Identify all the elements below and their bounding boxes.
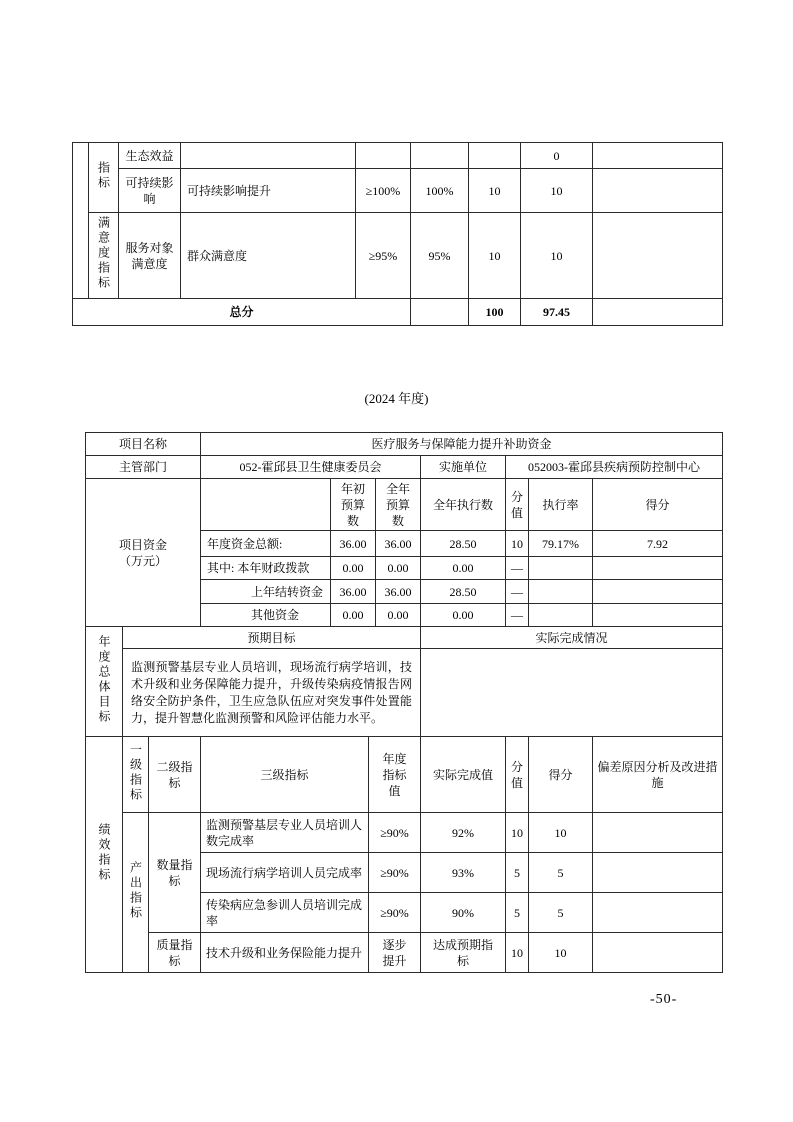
group1-label: 指标 xyxy=(96,160,111,191)
spacer-cell xyxy=(73,143,89,299)
perf-row4-actual: 达成预期指标 xyxy=(421,933,506,973)
project-name-label: 项目名称 xyxy=(86,433,201,456)
empty-cell xyxy=(593,557,723,580)
eco-benefit-score: 0 xyxy=(521,143,593,169)
performance-section xyxy=(85,736,723,973)
total-label: 总分 xyxy=(73,299,411,326)
indicator-score-table xyxy=(72,142,723,326)
perf-row2-actual: 93% xyxy=(421,853,506,893)
level1-header-text: 一级指标 xyxy=(128,742,143,803)
satisfy-target: ≥95% xyxy=(356,213,411,299)
funds-row-other-points: — xyxy=(506,604,529,627)
empty-cell xyxy=(411,299,469,326)
satisfy-label: 服务对象满意度 xyxy=(119,213,181,299)
funds-row-total-score: 7.92 xyxy=(593,531,723,557)
funds-row-total-begin: 36.00 xyxy=(331,531,376,557)
funds-label-line2: （万元） xyxy=(118,553,167,568)
funds-row-carryover-label: 上年结转资金 xyxy=(201,580,331,604)
quality-indicator-label: 质量指标 xyxy=(149,933,201,973)
performance-label: 绩效指标 xyxy=(97,822,111,883)
funds-row-total-rate: 79.17% xyxy=(529,531,593,557)
output-indicator-label: 产出指标 xyxy=(128,860,143,921)
funds-row-other-year: 0.00 xyxy=(376,604,421,627)
perf-header-points: 分值 xyxy=(506,737,529,813)
sustain-score: 10 xyxy=(521,169,593,213)
funds-row-total-year: 36.00 xyxy=(376,531,421,557)
empty-cell xyxy=(593,853,723,893)
perf-row1-points: 10 xyxy=(506,813,529,853)
actual-completion-text xyxy=(421,649,723,737)
perf-row3-score: 5 xyxy=(529,893,593,933)
perf-header-score: 得分 xyxy=(529,737,593,813)
project-table xyxy=(85,432,722,973)
funds-row-fiscal-exec: 0.00 xyxy=(421,557,506,580)
funds-row-fiscal-year: 0.00 xyxy=(376,557,421,580)
satisfy-points: 10 xyxy=(469,213,521,299)
empty-cell xyxy=(356,143,411,169)
empty-cell xyxy=(529,580,593,604)
perf-row4-points: 10 xyxy=(506,933,529,973)
perf-row1-actual: 92% xyxy=(421,813,506,853)
perf-row4-target: 逐步提升 xyxy=(369,933,421,973)
funds-row-other-label: 其他资金 xyxy=(201,604,331,627)
empty-cell xyxy=(529,604,593,627)
funds-row-total-exec: 28.50 xyxy=(421,531,506,557)
dept-label: 主管部门 xyxy=(86,456,201,479)
funds-row-carryover-exec: 28.50 xyxy=(421,580,506,604)
perf-row4-indicator: 技术升级和业务保险能力提升 xyxy=(201,933,369,973)
empty-cell xyxy=(593,893,723,933)
year-heading: (2024 年度) xyxy=(364,391,429,406)
unit-label: 实施单位 xyxy=(421,456,506,479)
perf-row2-points: 5 xyxy=(506,853,529,893)
sustain-indicator: 可持续影响提升 xyxy=(181,169,356,213)
perf-row1-indicator: 监测预警基层专业人员培训人数完成率 xyxy=(201,813,369,853)
funds-header-budget-year: 全年预算数 xyxy=(376,479,421,531)
group1-cell xyxy=(89,143,119,213)
annual-goal-section xyxy=(85,626,723,737)
perf-header-level3: 三级指标 xyxy=(201,737,369,813)
funds-row-other-exec: 0.00 xyxy=(421,604,506,627)
funds-row-carryover-year: 36.00 xyxy=(376,580,421,604)
sustain-label: 可持续影响 xyxy=(119,169,181,213)
annual-goal-label-cell xyxy=(86,627,123,737)
empty-cell xyxy=(593,933,723,973)
satisfy-score: 10 xyxy=(521,213,593,299)
page-number: -50- xyxy=(650,992,678,1007)
funds-row-carryover-begin: 36.00 xyxy=(331,580,376,604)
perf-row2-indicator: 现场流行病学培训人员完成率 xyxy=(201,853,369,893)
empty-cell xyxy=(201,479,331,531)
perf-row3-actual: 90% xyxy=(421,893,506,933)
funds-header-exec-rate: 执行率 xyxy=(529,479,593,531)
perf-header-actual-value: 实际完成值 xyxy=(421,737,506,813)
eco-benefit-label: 生态效益 xyxy=(119,143,181,169)
funds-label-line1: 项目资金 xyxy=(118,537,167,552)
funds-section xyxy=(85,478,723,627)
sustain-points: 10 xyxy=(469,169,521,213)
empty-cell xyxy=(529,557,593,580)
output-indicator-cell xyxy=(123,813,149,973)
funds-label xyxy=(86,479,201,627)
funds-row-fiscal-label: 其中: 本年财政拨款 xyxy=(201,557,331,580)
funds-header-points: 分值 xyxy=(506,479,529,531)
perf-row3-indicator: 传染病应急参训人员培训完成率 xyxy=(201,893,369,933)
empty-cell xyxy=(181,143,356,169)
annual-goal-label: 年度总体目标 xyxy=(97,634,111,725)
funds-header-executed: 全年执行数 xyxy=(421,479,506,531)
performance-label-cell xyxy=(86,737,123,973)
empty-cell xyxy=(593,604,723,627)
perf-row2-score: 5 xyxy=(529,853,593,893)
group2-label: 满意度指标 xyxy=(96,216,111,291)
satisfy-actual: 95% xyxy=(411,213,469,299)
empty-cell xyxy=(469,143,521,169)
funds-header-budget-begin: 年初预算数 xyxy=(331,479,376,531)
expected-goal-text: 监测预警基层专业人员培训，现场流行病学培训，技术升级和业务保障能力提升，升级传染病疫情报告网络安全防护条件，卫生应急队伍应对突发事件处置能力，提升智慧化监测预警和风险评估能力水平。 xyxy=(123,649,421,737)
perf-header-annual-value: 年度指标值 xyxy=(369,737,421,813)
empty-cell xyxy=(411,143,469,169)
funds-row-fiscal-points: — xyxy=(506,557,529,580)
perf-row2-target: ≥90% xyxy=(369,853,421,893)
empty-cell xyxy=(593,143,723,169)
perf-row1-target: ≥90% xyxy=(369,813,421,853)
empty-cell xyxy=(593,169,723,213)
funds-row-carryover-points: — xyxy=(506,580,529,604)
empty-cell xyxy=(593,299,723,326)
funds-row-total-points: 10 xyxy=(506,531,529,557)
group2-cell xyxy=(89,213,119,299)
perf-row3-target: ≥90% xyxy=(369,893,421,933)
sustain-target: ≥100% xyxy=(356,169,411,213)
quantity-indicator-label: 数量指标 xyxy=(149,813,201,933)
satisfy-indicator: 群众满意度 xyxy=(181,213,356,299)
total-points: 100 xyxy=(469,299,521,326)
funds-row-fiscal-begin: 0.00 xyxy=(331,557,376,580)
funds-header-score: 得分 xyxy=(593,479,723,531)
total-score: 97.45 xyxy=(521,299,593,326)
empty-cell xyxy=(593,813,723,853)
expected-goal-header: 预期目标 xyxy=(123,627,421,649)
perf-row4-score: 10 xyxy=(529,933,593,973)
actual-completion-header: 实际完成情况 xyxy=(421,627,723,649)
project-name-value: 医疗服务与保障能力提升补助资金 xyxy=(201,433,723,456)
empty-cell xyxy=(593,580,723,604)
perf-header-level2: 二级指标 xyxy=(149,737,201,813)
empty-cell xyxy=(593,213,723,299)
sustain-actual: 100% xyxy=(411,169,469,213)
perf-row1-score: 10 xyxy=(529,813,593,853)
funds-row-other-begin: 0.00 xyxy=(331,604,376,627)
perf-row3-points: 5 xyxy=(506,893,529,933)
perf-header-level1 xyxy=(123,737,149,813)
funds-row-total-label: 年度资金总额: xyxy=(201,531,331,557)
project-head-section xyxy=(85,432,723,479)
dept-value: 052-霍邱县卫生健康委员会 xyxy=(201,456,421,479)
unit-value: 052003-霍邱县疾病预防控制中心 xyxy=(506,456,723,479)
perf-header-deviation: 偏差原因分析及改进措施 xyxy=(593,737,723,813)
